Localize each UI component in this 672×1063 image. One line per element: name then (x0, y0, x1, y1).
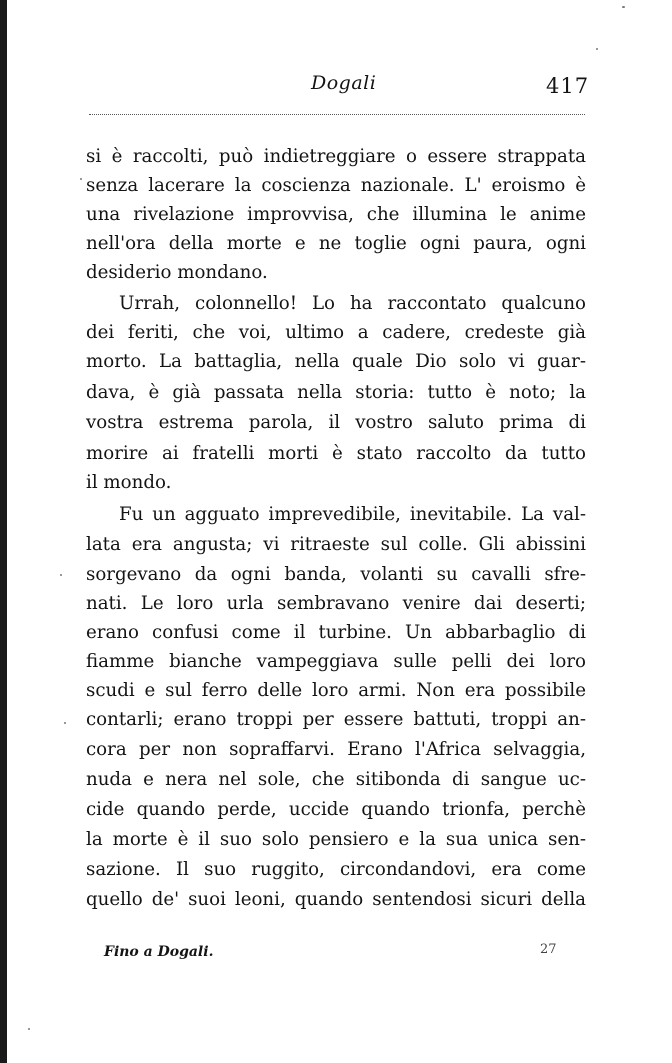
text-line: cora per non sopraffarvi. Erano l'Africa selvaggia, (86, 739, 586, 760)
text-line: si è raccolti, può indietreggiare o essere strappata (86, 146, 586, 167)
text-line: nell'ora della morte e ne toglie ogni paura, ogni (86, 233, 586, 254)
print-speck (28, 1028, 30, 1030)
print-speck (596, 48, 598, 50)
print-speck (60, 574, 62, 576)
signature-number: 27 (540, 942, 557, 957)
print-speck (80, 178, 82, 180)
print-speck (64, 722, 66, 724)
text-line: il mondo. (86, 472, 172, 493)
running-head (0, 72, 672, 102)
text-line: dei feriti, che voi, ultimo a cadere, credeste già (86, 322, 586, 343)
text-line: erano confusi come il turbine. Un abbarbaglio di (86, 622, 586, 643)
text-line: Fu un agguato imprevedibile, inevitabile. La val- (119, 504, 586, 525)
text-line: contarli; erano troppi per essere battuti, troppi an- (86, 709, 586, 730)
text-line: sazione. Il suo ruggito, circondandovi, era come (86, 859, 586, 880)
text-line: fiamme bianche vampeggiava sulle pelli dei loro (86, 651, 586, 672)
text-line: quello de' suoi leoni, quando sentendosi sicuri della (86, 889, 586, 910)
text-line: la morte è il suo solo pensiero e la sua unica sen- (86, 829, 586, 850)
text-line: morto. La battaglia, nella quale Dio solo vi guar- (86, 351, 586, 372)
running-head-title: Dogali (311, 72, 377, 94)
text-line: Urrah, colonnello! Lo ha raccontato qualcuno (119, 293, 586, 314)
text-line: nati. Le loro urla sembravano venire dai deserti; (86, 593, 586, 614)
page-footer (0, 940, 672, 970)
text-line: desiderio mondano. (86, 262, 268, 283)
text-line: una rivelazione improvvisa, che illumina le anime (86, 204, 586, 225)
text-line: lata era angusta; vi ritraeste sul colle. Gli abissini (86, 534, 586, 555)
signature-mark: Fino a Dogali. (104, 944, 214, 960)
text-line: sorgevano da ogni banda, volanti su cavalli sfre- (86, 564, 586, 585)
text-line: senza lacerare la coscienza nazionale. L' eroismo è (86, 175, 586, 196)
text-line: vostra estrema parola, il vostro saluto prima di (86, 412, 586, 433)
text-line: cide quando perde, uccide quando trionfa, perchè (86, 799, 586, 820)
text-line: scudi e sul ferro delle loro armi. Non era possibile (86, 680, 586, 701)
print-speck (622, 6, 625, 8)
text-line: dava, è già passata nella storia: tutto è noto; la (86, 382, 586, 403)
text-line: nuda e nera nel sole, che sitibonda di sangue uc- (86, 769, 586, 790)
page-edge-shadow (0, 0, 7, 1063)
page-number: 417 (546, 74, 590, 98)
header-rule (89, 114, 585, 115)
text-line: morire ai fratelli morti è stato raccolto da tutto (86, 443, 586, 464)
